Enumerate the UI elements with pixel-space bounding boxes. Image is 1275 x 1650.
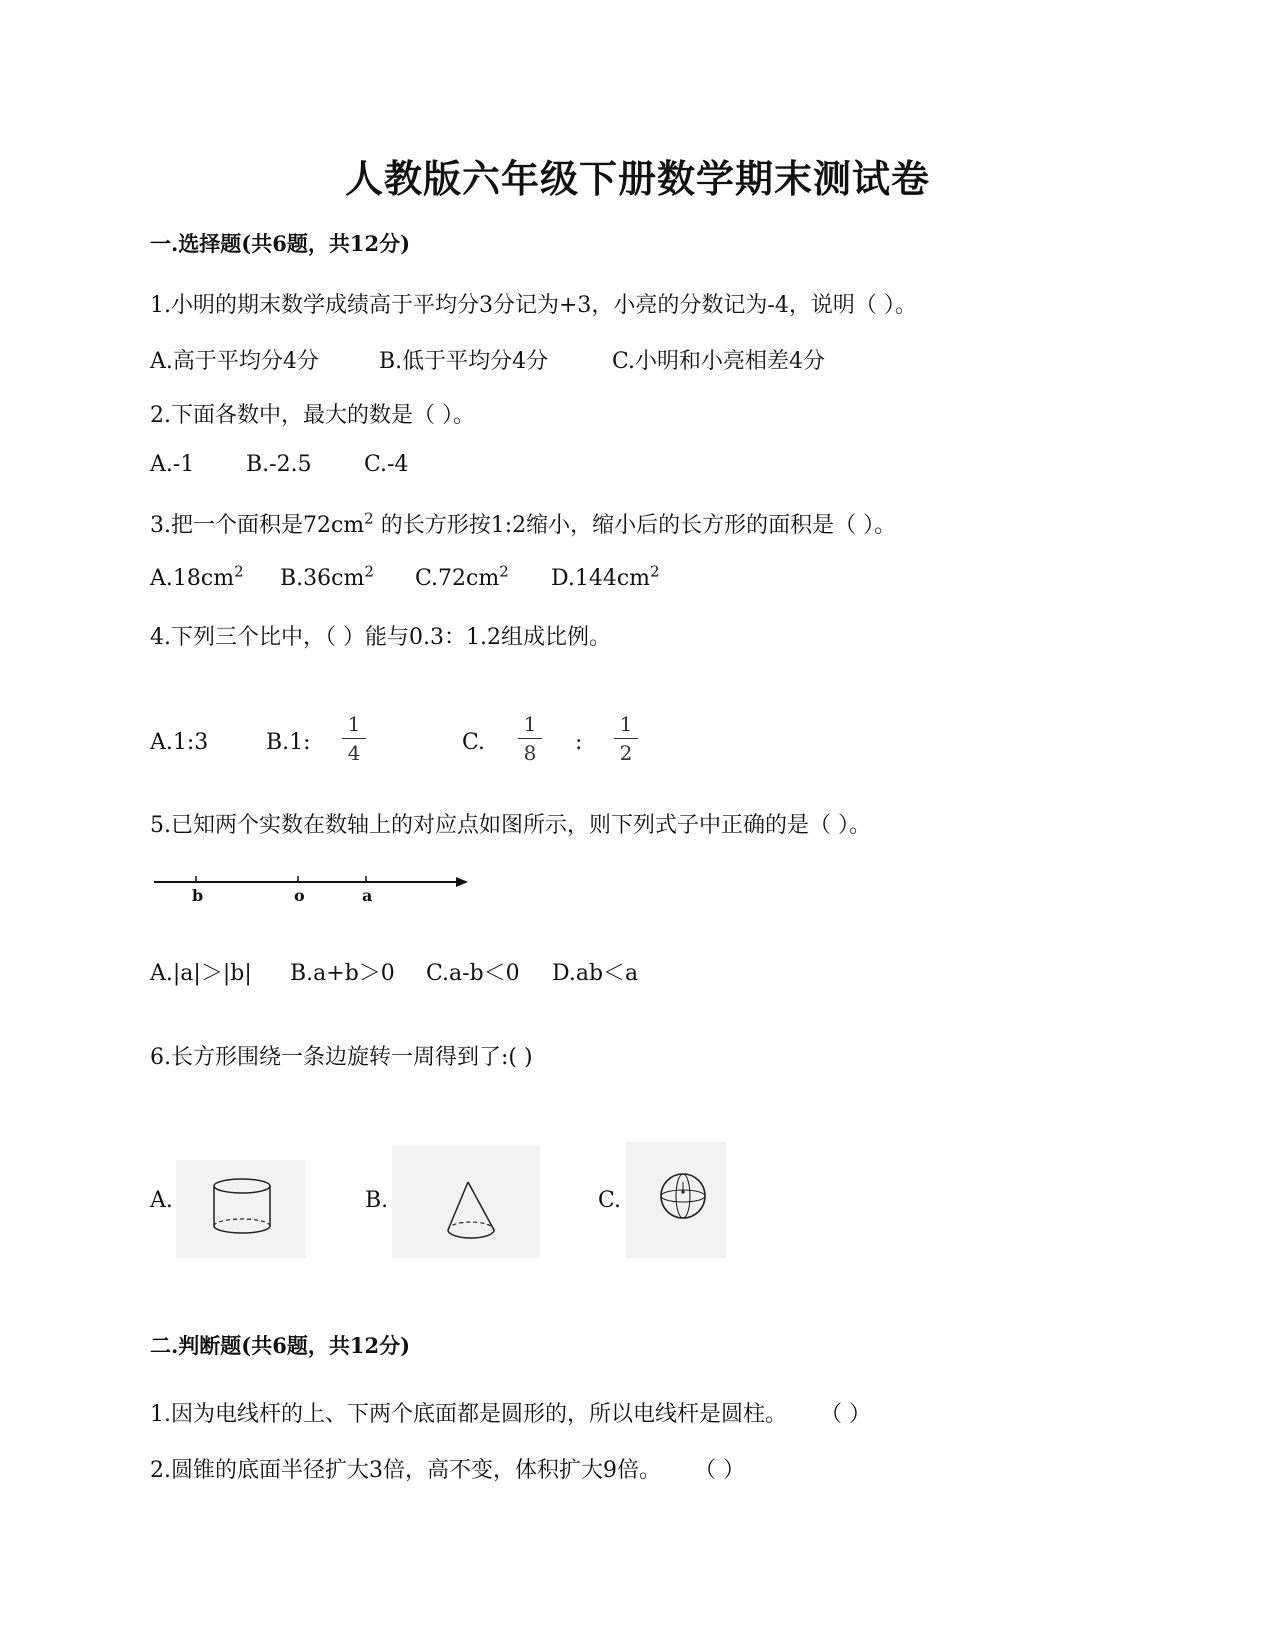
fraction-bar: [614, 738, 638, 739]
q6-option-c-label: C.: [598, 1188, 622, 1213]
q3-text-after: 的长方形按1:2缩小，缩小后的长方形的面积是（ ）。: [373, 513, 897, 538]
fraction-denominator: 4: [347, 741, 361, 765]
q5-option-c: C.a-b＜0: [426, 961, 520, 986]
question-1-text: 1.小明的期末数学成绩高于平均分3分记为+3，小亮的分数记为-4，说明（ ）。: [150, 293, 917, 318]
judgment-item-2: [150, 1453, 745, 1484]
q3-option-a-base: A.18cm: [150, 566, 235, 591]
judgment-item-1-text: 1.因为电线杆的上、下两个底面都是圆形的，所以电线杆是圆柱。: [150, 1402, 787, 1427]
q1-option-a: A.高于平均分4分: [150, 349, 319, 374]
q6-option-b-label: B.: [365, 1188, 389, 1213]
q3-text-before: 3.把一个面积是72cm: [150, 513, 365, 538]
fraction-numerator: 1: [619, 712, 633, 736]
q3-option-d-base: D.144cm: [551, 566, 651, 591]
q3-option-d-sup: 2: [650, 562, 660, 581]
q3-option-a-sup: 2: [234, 562, 244, 581]
q4-option-c: C.: [462, 730, 486, 755]
q3-option-b-base: B.36cm: [280, 566, 365, 591]
fraction-denominator: 2: [619, 741, 633, 765]
question-6-text: 6.长方形围绕一条边旋转一周得到了:( ): [150, 1045, 533, 1070]
q5-option-a: A.|a|＞|b|: [150, 961, 252, 986]
judgment-item-2-text: 2.圆锥的底面半径扩大3倍，高不变，体积扩大9倍。: [150, 1458, 661, 1483]
q3-option-a: [150, 562, 244, 591]
question-3-text: [150, 508, 896, 539]
q2-option-b: B.-2.5: [246, 452, 312, 477]
judgment-item-1-blank: （ ）: [831, 1402, 871, 1427]
axis-label-b: b: [192, 886, 204, 905]
fraction-denominator: 8: [523, 741, 537, 765]
cylinder-icon: [176, 1160, 306, 1258]
q4-fraction-one-quarter: [342, 712, 366, 765]
q4-colon: :: [575, 730, 583, 755]
q4-fraction-one-eighth: [518, 712, 542, 765]
q3-option-b: [280, 562, 374, 591]
sphere-svg: [626, 1142, 726, 1258]
question-2-text: 2.下面各数中，最大的数是（ ）。: [150, 403, 475, 428]
section-heading-judgment: 二.判断题(共6题，共12分): [150, 1333, 411, 1358]
question-4-text: 4.下列三个比中，（ ）能与0.3：1.2组成比例。: [150, 625, 611, 650]
q3-superscript: 2: [364, 509, 374, 528]
fraction-numerator: 1: [523, 712, 537, 736]
fraction-bar: [342, 738, 366, 739]
q3-option-d: [551, 562, 660, 591]
question-5-text: 5.已知两个实数在数轴上的对应点如图所示，则下列式子中正确的是（ ）。: [150, 813, 871, 838]
arrow-head-icon: [456, 877, 468, 887]
q5-option-d: D.ab＜a: [552, 961, 639, 986]
section-heading-choice: 一.选择题(共6题，共12分): [150, 231, 411, 256]
cone-svg: [392, 1146, 540, 1258]
judgment-item-2-blank: （ ）: [705, 1458, 745, 1483]
sphere-icon: [626, 1142, 726, 1258]
page-title: 人教版六年级下册数学期末测试卷: [344, 156, 930, 201]
fraction-bar: [518, 738, 542, 739]
q3-option-b-sup: 2: [364, 562, 374, 581]
q2-option-a: A.-1: [150, 452, 195, 477]
q3-option-c: [415, 562, 509, 591]
axis-label-o: o: [294, 886, 305, 905]
q4-option-b: B.1:: [266, 730, 311, 755]
q3-option-c-base: C.72cm: [415, 566, 500, 591]
q3-option-c-sup: 2: [499, 562, 509, 581]
q1-option-c: C.小明和小亮相差4分: [612, 349, 826, 374]
q2-option-c: C.-4: [364, 452, 409, 477]
number-line-figure: [150, 872, 470, 932]
q6-option-a-label: A.: [150, 1188, 173, 1213]
cylinder-svg: [176, 1160, 306, 1258]
axis-label-a: a: [362, 886, 373, 905]
fraction-numerator: 1: [347, 712, 361, 736]
cone-icon: [392, 1146, 540, 1258]
q5-option-b: B.a+b＞0: [290, 961, 395, 986]
q4-option-a: A.1:3: [150, 730, 209, 755]
q1-option-b: B.低于平均分4分: [379, 349, 549, 374]
judgment-item-1: [150, 1397, 871, 1428]
q4-fraction-one-half: [614, 712, 638, 765]
